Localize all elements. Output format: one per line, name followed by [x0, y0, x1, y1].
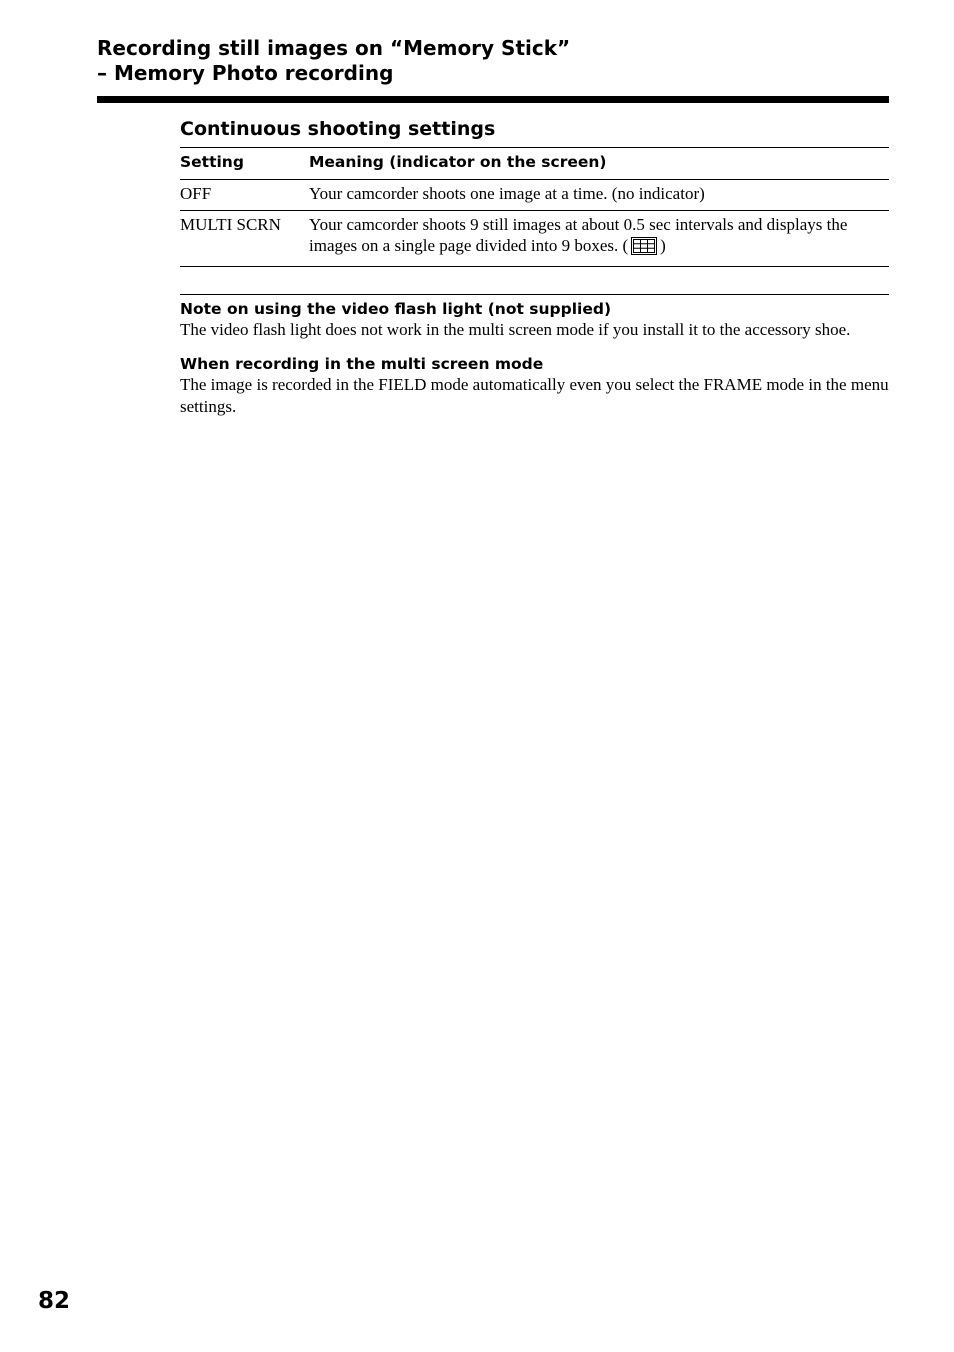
note-heading: Note on using the video flash light (not supplied) — [180, 300, 612, 318]
note-body: The image is recorded in the FIELD mode automatically even you select the FRAME mode in the menu settings. — [180, 375, 889, 416]
table-row — [180, 180, 889, 211]
multi-screen-icon — [631, 237, 657, 260]
page-header-title — [97, 36, 889, 86]
meaning-text: Your camcorder shoots 9 still images at about 0.5 sec intervals and displays the images on a single page divided into 9 boxes. ( — [309, 215, 848, 255]
meaning-cell — [309, 211, 889, 267]
meaning-text-end: ) — [660, 236, 666, 255]
table-header-row — [180, 148, 889, 180]
page-number: 82 — [38, 1288, 71, 1314]
section-title: Continuous shooting settings — [180, 118, 496, 140]
header-title-line-1: Recording still images on “Memory Stick” — [97, 36, 571, 60]
setting-cell: OFF — [180, 180, 309, 211]
header-title-line-2: – Memory Photo recording — [97, 61, 394, 85]
note-block — [180, 354, 889, 418]
main-content — [180, 115, 889, 431]
setting-cell: MULTI SCRN — [180, 211, 309, 267]
note-block — [180, 299, 889, 341]
table-row — [180, 211, 889, 267]
settings-table — [180, 147, 889, 267]
column-header-setting: Setting — [180, 148, 309, 180]
meaning-cell: Your camcorder shoots one image at a time. (no indicator) — [309, 180, 889, 211]
note-heading: When recording in the multi screen mode — [180, 355, 544, 373]
header-rule — [97, 96, 889, 103]
note-body: The video flash light does not work in the multi screen mode if you install it to the accessory shoe. — [180, 320, 851, 339]
column-header-meaning: Meaning (indicator on the screen) — [309, 148, 889, 180]
notes-section — [180, 294, 889, 418]
